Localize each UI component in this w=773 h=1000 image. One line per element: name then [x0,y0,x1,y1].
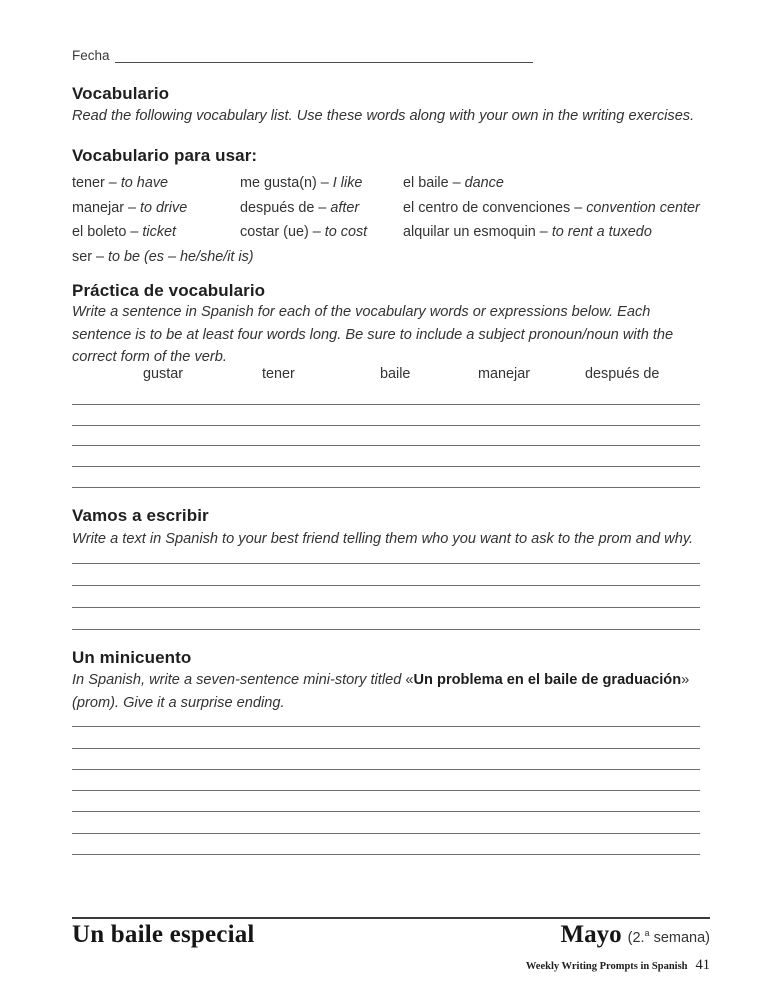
fecha-label: Fecha [72,48,110,63]
minicuento-instructions: In Spanish, write a seven-sentence mini-story titled «Un problema en el baile de graduación» (prom). Give it a surprise ending. [72,672,690,711]
fecha-row [72,47,700,63]
vamos-heading: Vamos a escribir [72,506,209,525]
vamos-writing-lines [72,542,700,630]
writing-line [72,384,700,405]
minicuento-heading: Un minicuento [72,648,192,667]
writing-line [72,542,700,564]
writing-line [72,405,700,426]
writing-line [72,426,700,447]
writing-line [72,446,700,467]
practice-word: después de [585,366,660,382]
writing-line [72,770,700,791]
footer-date [561,921,711,949]
footer-week: (2.$^a$ semana) [627,928,710,946]
minicuento-writing-lines [72,706,700,855]
story-title: Un problema en el baile de graduación [413,672,682,688]
writing-line [72,749,700,770]
vocab-column-1 [72,171,254,270]
left-guillemet: « [405,672,414,688]
vocab-entry: ser – to be (es – he/she/it is) [72,249,254,266]
writing-line [72,812,700,833]
footer-rule [72,917,710,919]
practice-word: tener [262,366,295,382]
practice-word: gustar [143,366,183,382]
vocab-entry: manejar – to drive [72,199,188,216]
practica-instructions: Write a sentence in Spanish for each of the vocabulary words or expressions below. Each sentence is to be at least four words long. Be sure to include a subject pronoun/noun with the correct form of the verb. [72,304,674,366]
practice-word: manejar [478,366,530,382]
vocab-entry: costar (ue) – to cost [240,224,368,241]
vocab-entry: tener – to have [72,175,169,191]
vocab-list-heading: Vocabulario para usar: [72,146,258,165]
vamos-instructions: Write a text in Spanish to your best friend telling them who you want to ask to the prom and why. [72,531,694,547]
vocabulario-heading: Vocabulario [72,84,170,103]
practica-heading: Práctica de vocabulario [72,281,266,300]
vocab-entry: el centro de convenciones – convention center [403,199,700,216]
worksheet-title: Un baile especial [72,921,255,948]
vocab-column-2 [240,171,367,245]
writing-line [72,834,700,855]
vocab-entry: después de – after [240,199,360,216]
footer-row [72,921,710,949]
vocab-entry: el boleto – ticket [72,224,177,241]
vocabulario-instructions: Read the following vocabulary list. Use these words along with your own in the writing exercises. [72,108,695,124]
writing-line [72,608,700,630]
writing-line [72,467,700,488]
practice-word: baile [380,366,411,382]
vocab-entry: me gusta(n) – I like [240,175,363,191]
practica-writing-lines [72,384,700,488]
practice-word-row [72,366,700,384]
credit-row [72,957,710,974]
vocab-column-3 [403,171,700,245]
right-guillemet: » [681,672,690,688]
writing-line [72,564,700,586]
page-number: 41 [695,957,710,973]
vocab-entry: alquilar un esmoquin – to rent a tuxedo [403,224,652,241]
fecha-blank-line [115,47,533,63]
writing-line [72,727,700,748]
book-credit: Weekly Writing Prompts in Spanish [525,961,688,972]
vocab-entry: el baile – dance [403,175,504,191]
writing-line [72,586,700,608]
footer-month: Mayo [560,921,622,948]
writing-line [72,706,700,727]
writing-line [72,791,700,812]
